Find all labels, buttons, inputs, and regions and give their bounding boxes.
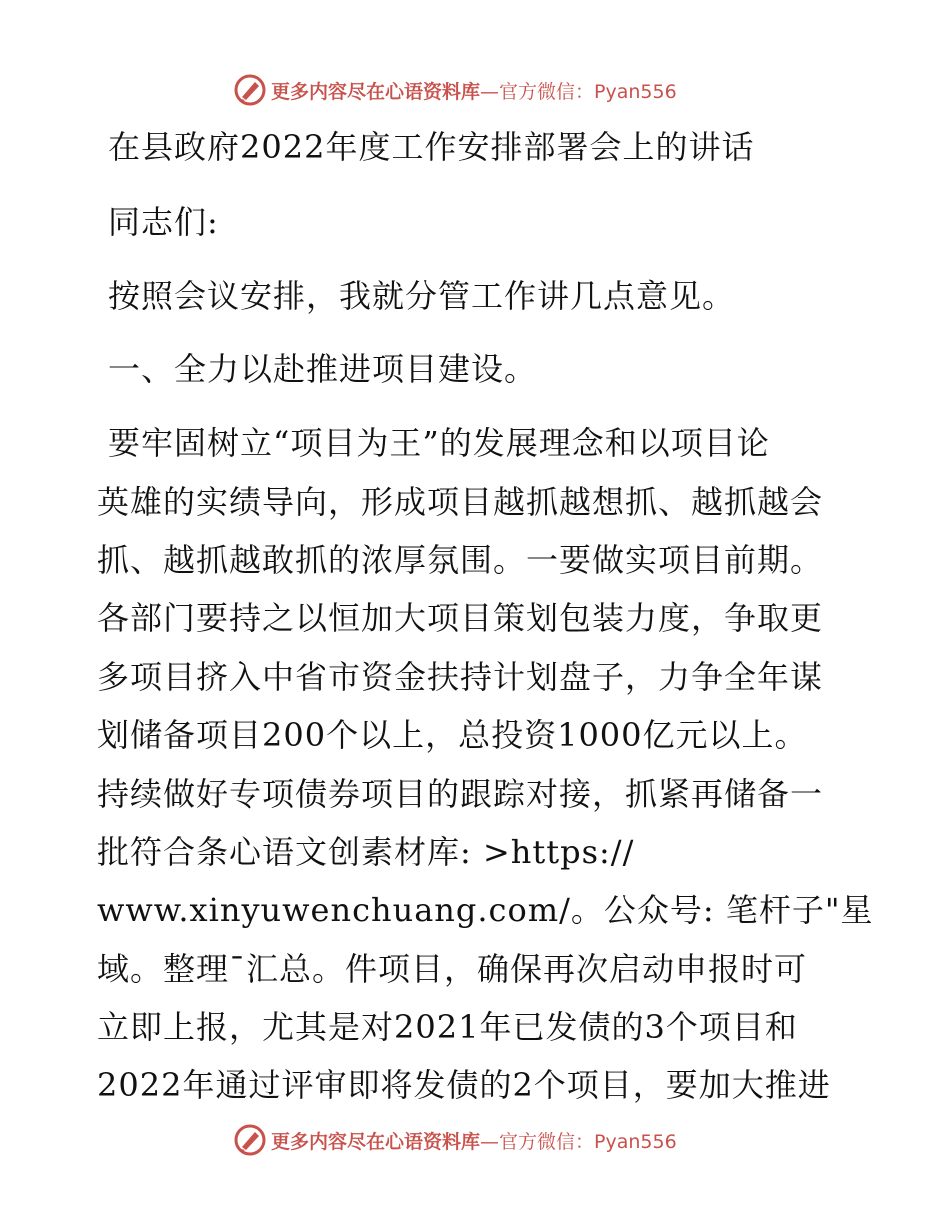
watermark-contact-text: —官方微信：Pyan556 xyxy=(480,80,677,103)
body-line: 英雄的实绩导向，形成项目越抓越想抓、越抓越会 xyxy=(97,483,824,521)
body-line: 划储备项目200个以上，总投资1000亿元以上。 xyxy=(97,716,808,754)
watermark-contact-text: —官方微信：Pyan556 xyxy=(480,1130,677,1153)
footer-watermark xyxy=(233,1122,733,1158)
body-line: 多项目挤入中省市资金扶持计划盘子，力争全年谋 xyxy=(97,658,824,696)
intro-paragraph: 按照会议安排，我就分管工作讲几点意见。 xyxy=(108,277,736,315)
body-line: 批符合条心语文创素材库: >https:// xyxy=(97,833,635,871)
body-line: 持续做好专项债券项目的跟踪对接，抓紧再储备一 xyxy=(97,775,824,813)
body-line: www.xinyuwenchuang.com/。公众号: 笔杆子"星 xyxy=(97,891,874,929)
watermark-site-text: 更多内容尽在心语资料库 xyxy=(271,80,481,103)
brand-logo-icon xyxy=(233,1123,267,1157)
body-line: 要牢固树立“项目为王”的发展理念和以项目论 xyxy=(108,424,770,462)
body-line: 2022年通过评审即将发债的2个项目，要加大推进 xyxy=(97,1066,831,1104)
body-line: 各部门要持之以恒加大项目策划包装力度，争取更 xyxy=(97,599,824,637)
section-heading: 一、全力以赴推进项目建设。 xyxy=(108,350,538,388)
body-line: 抓、越抓越敢抓的浓厚氛围。一要做实项目前期。 xyxy=(97,541,824,579)
body-line: 立即上报，尤其是对2021年已发债的3个项目和 xyxy=(97,1008,798,1046)
brand-logo-icon xyxy=(233,73,267,107)
body-line: 域。整理¯汇总。件项目，确保再次启动申报时可 xyxy=(97,950,808,988)
watermark-site-text: 更多内容尽在心语资料库 xyxy=(271,1130,481,1153)
greeting: 同志们: xyxy=(108,203,219,241)
header-watermark xyxy=(233,72,733,108)
document-title: 在县政府2022年度工作安排部署会上的讲话 xyxy=(108,128,755,166)
